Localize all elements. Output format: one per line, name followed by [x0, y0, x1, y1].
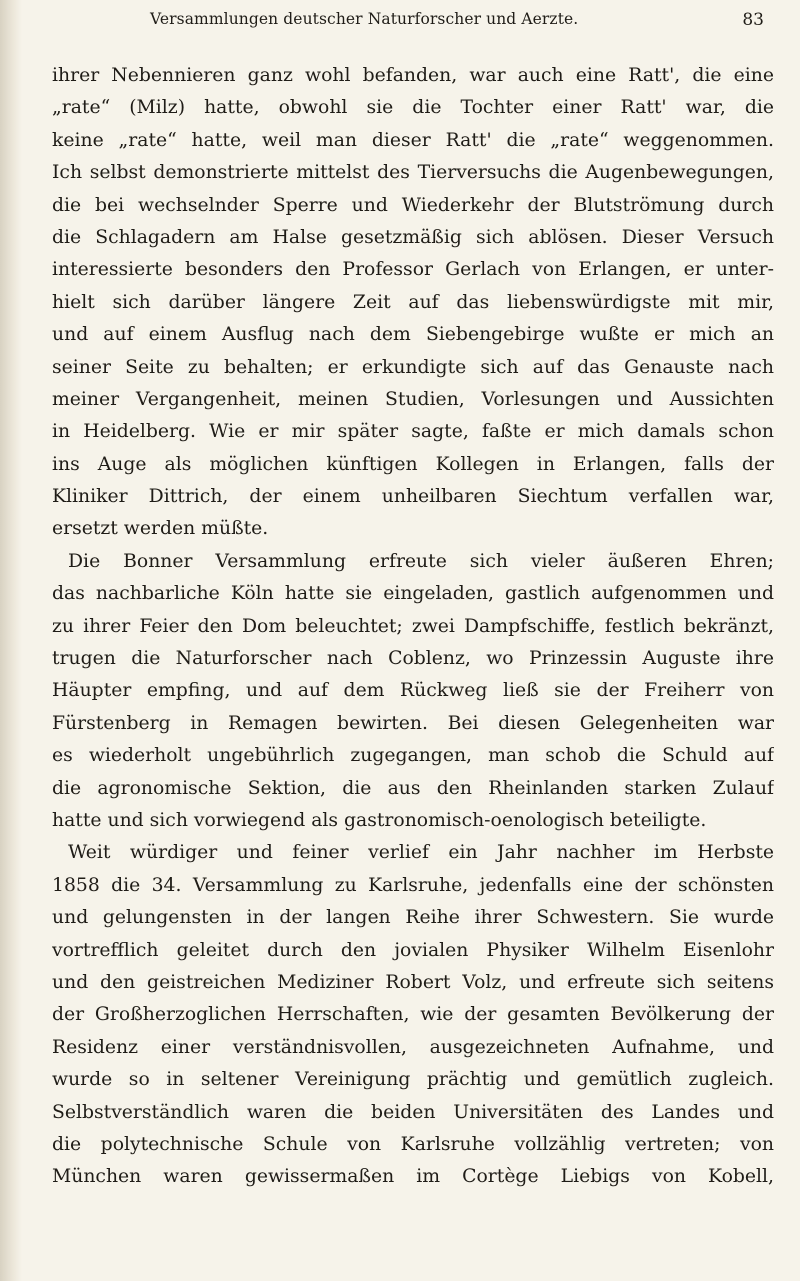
text-line: ihrer Nebennieren ganz wohl befanden, war auch eine Ratt', die eine [52, 65, 774, 86]
text-line: die polytechnische Schule von Karlsruhe vollzählig vertreten; von [52, 1133, 774, 1155]
text-line: und den geistreichen Mediziner Robert Volz, und erfreute sich seitens [52, 971, 774, 993]
text-line: keine „rate“ hatte, weil man dieser Ratt' die „rate“ weggenommen. [52, 129, 774, 151]
paragraph-end-line: hatte und sich vorwiegend als gastronomisch-oenologisch beteiligte. [52, 809, 707, 831]
text-line: vortrefflich geleitet durch den jovialen Physiker Wilhelm Eisenlohr [52, 939, 774, 961]
text-line: ins Auge als möglichen künftigen Kollegen in Erlangen, falls der [52, 453, 774, 475]
text-line: München waren gewissermaßen im Cortège Liebigs von Kobell, [52, 1166, 774, 1188]
text-line: Ich selbst demonstrierte mittelst des Tierversuchs die Augenbewegungen, [52, 162, 774, 184]
text-line: Fürstenberg in Remagen bewirten. Bei diesen Gelegenheiten war [52, 712, 774, 734]
text-line: die agronomische Sektion, die aus den Rheinlanden starken Zulauf [52, 777, 774, 799]
text-line: seiner Seite zu behalten; er erkundigte sich auf das Genauste nach [52, 356, 774, 378]
text-line: die Schlagadern am Halse gesetzmäßig sich ablösen. Dieser Versuch [52, 226, 774, 248]
text-line: zu ihrer Feier den Dom beleuchtet; zwei Dampfschiffe, festlich bekränzt, [52, 615, 774, 637]
body-text [52, 60, 774, 1194]
text-line: und gelungensten in der langen Reihe ihrer Schwestern. Sie wurde [52, 907, 774, 929]
text-line: die bei wechselnder Sperre und Wiederkehr der Blutströmung durch [52, 194, 774, 216]
text-line: Häupter empfing, und auf dem Rückweg ließ sie der Freiherr von [52, 680, 774, 702]
paragraph-end-line: ersetzt werden müßte. [52, 518, 269, 540]
paragraph-start-line: Die Bonner Versammlung erfreute sich vieler äußeren Ehren; [68, 550, 774, 572]
paragraph-start-line: Weit würdiger und feiner verlief ein Jahr nachher im Herbste [68, 842, 774, 864]
text-line: trugen die Naturforscher nach Coblenz, wo Prinzessin Auguste ihre [52, 648, 774, 670]
text-line: 1858 die 34. Versammlung zu Karlsruhe, jedenfalls eine der schönsten [52, 874, 774, 896]
text-line: Residenz einer verständnisvollen, ausgezeichneten Aufnahme, und [52, 1036, 774, 1058]
text-line: hielt sich darüber längere Zeit auf das liebenswürdigste mit mir, [52, 291, 774, 313]
text-line: interessierte besonders den Professor Gerlach von Erlangen, er unter- [52, 259, 774, 281]
text-line: in Heidelberg. Wie er mir später sagte, faßte er mich damals schon [52, 421, 774, 443]
text-line: meiner Vergangenheit, meinen Studien, Vorlesungen und Aussichten [52, 388, 774, 410]
text-line: wurde so in seltener Vereinigung prächtig und gemütlich zugleich. [52, 1069, 774, 1091]
text-line: Selbstverständlich waren die beiden Universitäten des Landes und [52, 1101, 774, 1123]
running-title: Versammlungen deutscher Naturforscher und Aerzte. [150, 10, 579, 28]
text-line: es wiederholt ungebührlich zugegangen, man schob die Schuld auf [52, 745, 774, 767]
text-line: der Großherzoglichen Herrschaften, wie der gesamten Bevölkerung der [52, 1004, 774, 1026]
text-line: und auf einem Ausflug nach dem Siebengebirge wußte er mich an [52, 324, 774, 346]
binding-shadow [0, 0, 22, 1281]
text-line: das nachbarliche Köln hatte sie eingeladen, gastlich aufgenommen und [52, 583, 774, 605]
text-line: „rate“ (Milz) hatte, obwohl sie die Tochter einer Ratt' war, die [52, 97, 774, 119]
text-line: Kliniker Dittrich, der einem unheilbaren Siechtum verfallen war, [52, 486, 774, 508]
page-number: 83 [742, 10, 764, 30]
